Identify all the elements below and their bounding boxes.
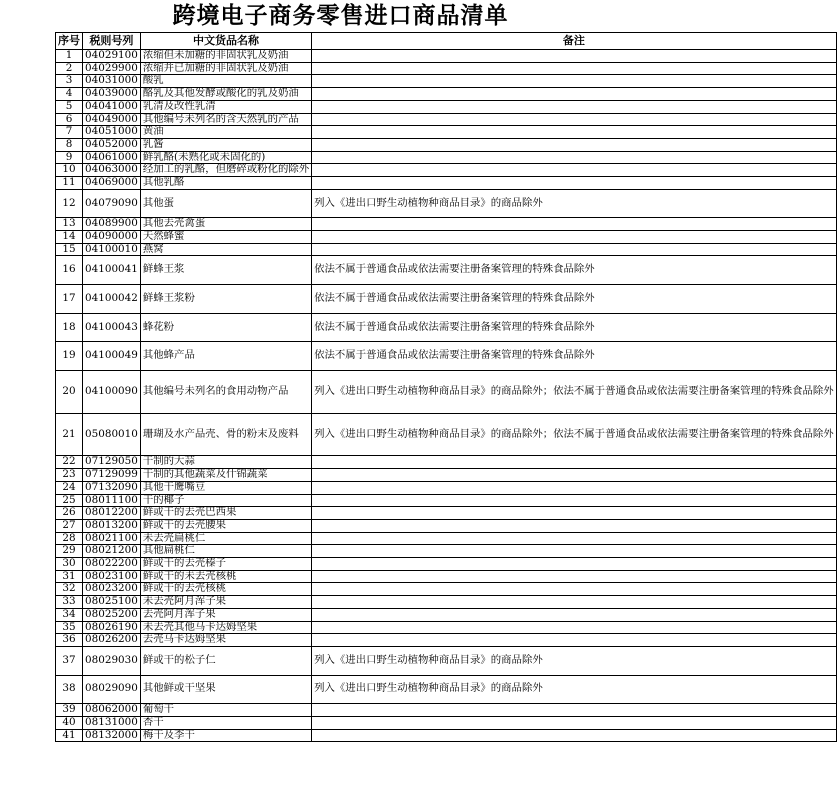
name-cell: 蜂花粉 (140, 313, 311, 342)
seq-cell: 24 (56, 481, 83, 494)
seq-cell: 34 (56, 608, 83, 621)
seq-cell: 30 (56, 558, 83, 571)
header-seq: 序号 (56, 33, 83, 50)
seq-cell: 26 (56, 507, 83, 520)
seq-cell: 5 (56, 100, 83, 113)
name-cell: 其他蛋 (140, 189, 311, 218)
table-row (56, 313, 837, 342)
code-cell: 04061000 (83, 151, 141, 164)
table-row (56, 164, 837, 177)
code-cell: 07129099 (83, 469, 141, 482)
code-cell: 08022200 (83, 558, 141, 571)
seq-cell: 22 (56, 456, 83, 469)
name-cell: 鲜或干的去壳腰果 (140, 519, 311, 532)
seq-cell: 7 (56, 126, 83, 139)
code-cell: 04090000 (83, 231, 141, 244)
note-cell (312, 243, 837, 256)
table-row (56, 138, 837, 151)
code-cell: 04051000 (83, 126, 141, 139)
code-cell: 04063000 (83, 164, 141, 177)
name-cell: 杏干 (140, 716, 311, 729)
note-cell (312, 481, 837, 494)
note-cell (312, 716, 837, 729)
name-cell: 其他鲜或干坚果 (140, 675, 311, 704)
name-cell: 天然蜂蜜 (140, 231, 311, 244)
header-code: 税则号列 (83, 33, 141, 50)
name-cell: 鲜蜂王浆粉 (140, 285, 311, 314)
code-cell: 04100010 (83, 243, 141, 256)
note-cell: 列入《进出口野生动植物种商品目录》的商品除外 (312, 675, 837, 704)
name-cell: 酪乳及其他发酵或酸化的乳及奶油 (140, 88, 311, 101)
note-cell (312, 113, 837, 126)
name-cell: 乳酱 (140, 138, 311, 151)
table-row (56, 342, 837, 371)
name-cell: 乳清及改性乳清 (140, 100, 311, 113)
seq-cell: 32 (56, 583, 83, 596)
note-cell (312, 151, 837, 164)
seq-cell: 41 (56, 729, 83, 742)
table-row (56, 285, 837, 314)
note-cell (312, 50, 837, 63)
code-cell: 04100042 (83, 285, 141, 314)
table-row (56, 545, 837, 558)
name-cell: 珊瑚及水产品壳、骨的粉末及废料 (140, 413, 311, 456)
seq-cell: 8 (56, 138, 83, 151)
name-cell: 经加工的乳酪，但磨碎或粉化的除外 (140, 164, 311, 177)
seq-cell: 38 (56, 675, 83, 704)
table-row (56, 413, 837, 456)
note-cell (312, 469, 837, 482)
table-row (56, 507, 837, 520)
seq-cell: 16 (56, 256, 83, 285)
note-cell (312, 570, 837, 583)
code-cell: 08013200 (83, 519, 141, 532)
seq-cell: 29 (56, 545, 83, 558)
code-cell: 08021100 (83, 532, 141, 545)
seq-cell: 37 (56, 646, 83, 675)
note-cell: 依法不属于普通食品或依法需要注册备案管理的特殊食品除外 (312, 285, 837, 314)
seq-cell: 10 (56, 164, 83, 177)
name-cell: 其他编号未列名的食用动物产品 (140, 370, 311, 413)
note-cell (312, 596, 837, 609)
name-cell: 鲜乳酪(未熟化或未固化的) (140, 151, 311, 164)
code-cell: 08025200 (83, 608, 141, 621)
table-row (56, 519, 837, 532)
table-row (56, 469, 837, 482)
note-cell (312, 126, 837, 139)
note-cell (312, 177, 837, 190)
note-cell (312, 456, 837, 469)
table-header-row (56, 33, 837, 50)
code-cell: 08029030 (83, 646, 141, 675)
name-cell: 未去壳阿月浑子果 (140, 596, 311, 609)
note-cell (312, 62, 837, 75)
note-cell (312, 532, 837, 545)
name-cell: 鲜或干的去壳核桃 (140, 583, 311, 596)
name-cell: 去壳阿月浑子果 (140, 608, 311, 621)
page-title: 跨境电子商务零售进口商品清单 (172, 2, 509, 29)
note-cell (312, 218, 837, 231)
table-row (56, 729, 837, 742)
note-cell (312, 621, 837, 634)
seq-cell: 18 (56, 313, 83, 342)
seq-cell: 11 (56, 177, 83, 190)
note-cell: 列入《进出口野生动植物种商品目录》的商品除外；依法不属于普通食品或依法需要注册备案管理的特殊食品除外 (312, 370, 837, 413)
note-cell (312, 704, 837, 717)
seq-cell: 13 (56, 218, 83, 231)
table-body (56, 50, 837, 742)
table-row (56, 256, 837, 285)
code-cell: 08029090 (83, 675, 141, 704)
note-cell: 依法不属于普通食品或依法需要注册备案管理的特殊食品除外 (312, 313, 837, 342)
code-cell: 08026190 (83, 621, 141, 634)
note-cell: 依法不属于普通食品或依法需要注册备案管理的特殊食品除外 (312, 342, 837, 371)
table-row (56, 621, 837, 634)
note-cell: 列入《进出口野生动植物种商品目录》的商品除外；依法不属于普通食品或依法需要注册备案管理的特殊食品除外 (312, 413, 837, 456)
table-row (56, 646, 837, 675)
code-cell: 08021200 (83, 545, 141, 558)
note-cell (312, 231, 837, 244)
seq-cell: 6 (56, 113, 83, 126)
note-cell (312, 558, 837, 571)
table-row (56, 126, 837, 139)
note-cell (312, 608, 837, 621)
table-row (56, 218, 837, 231)
name-cell: 酸乳 (140, 75, 311, 88)
table-row (56, 370, 837, 413)
code-cell: 08062000 (83, 704, 141, 717)
name-cell: 其他蜂产品 (140, 342, 311, 371)
table-row (56, 716, 837, 729)
note-cell: 列入《进出口野生动植物种商品目录》的商品除外 (312, 189, 837, 218)
note-cell (312, 75, 837, 88)
seq-cell: 31 (56, 570, 83, 583)
code-cell: 04100041 (83, 256, 141, 285)
note-cell (312, 729, 837, 742)
note-cell (312, 100, 837, 113)
code-cell: 04039000 (83, 88, 141, 101)
seq-cell: 20 (56, 370, 83, 413)
table-row (56, 177, 837, 190)
seq-cell: 33 (56, 596, 83, 609)
name-cell: 未去壳扁桃仁 (140, 532, 311, 545)
name-cell: 其他去壳禽蛋 (140, 218, 311, 231)
name-cell: 其他编号未列名的含天然乳的产品 (140, 113, 311, 126)
note-cell (312, 519, 837, 532)
name-cell: 其他扁桃仁 (140, 545, 311, 558)
seq-cell: 15 (56, 243, 83, 256)
table-row (56, 675, 837, 704)
code-cell: 08132000 (83, 729, 141, 742)
code-cell: 04079090 (83, 189, 141, 218)
table-row (56, 88, 837, 101)
code-cell: 04100049 (83, 342, 141, 371)
name-cell: 干制的其他蔬菜及什锦蔬菜 (140, 469, 311, 482)
table-row (56, 558, 837, 571)
name-cell: 其他干鹰嘴豆 (140, 481, 311, 494)
name-cell: 梅干及李干 (140, 729, 311, 742)
note-cell (312, 634, 837, 647)
seq-cell: 28 (56, 532, 83, 545)
note-cell (312, 88, 837, 101)
code-cell: 08026200 (83, 634, 141, 647)
seq-cell: 2 (56, 62, 83, 75)
seq-cell: 4 (56, 88, 83, 101)
table-row (56, 596, 837, 609)
code-cell: 04052000 (83, 138, 141, 151)
table-row (56, 75, 837, 88)
code-cell: 04029900 (83, 62, 141, 75)
note-cell (312, 545, 837, 558)
code-cell: 04029100 (83, 50, 141, 63)
table-row (56, 100, 837, 113)
goods-table (55, 32, 837, 742)
name-cell: 鲜或干的去壳榛子 (140, 558, 311, 571)
seq-cell: 3 (56, 75, 83, 88)
code-cell: 08023100 (83, 570, 141, 583)
table-row (56, 50, 837, 63)
header-name: 中文货品名称 (140, 33, 311, 50)
seq-cell: 12 (56, 189, 83, 218)
note-cell (312, 494, 837, 507)
note-cell (312, 507, 837, 520)
note-cell: 列入《进出口野生动植物种商品目录》的商品除外 (312, 646, 837, 675)
name-cell: 黄油 (140, 126, 311, 139)
note-cell (312, 138, 837, 151)
code-cell: 04069000 (83, 177, 141, 190)
seq-cell: 39 (56, 704, 83, 717)
code-cell: 08012200 (83, 507, 141, 520)
seq-cell: 1 (56, 50, 83, 63)
name-cell: 鲜或干的去壳巴西果 (140, 507, 311, 520)
note-cell (312, 164, 837, 177)
table-row (56, 532, 837, 545)
name-cell: 葡萄干 (140, 704, 311, 717)
code-cell: 04031000 (83, 75, 141, 88)
seq-cell: 23 (56, 469, 83, 482)
code-cell: 04100043 (83, 313, 141, 342)
table-row (56, 481, 837, 494)
table-row (56, 634, 837, 647)
table-row (56, 151, 837, 164)
seq-cell: 9 (56, 151, 83, 164)
table-row (56, 456, 837, 469)
seq-cell: 40 (56, 716, 83, 729)
table-row (56, 704, 837, 717)
table-row (56, 189, 837, 218)
name-cell: 其他乳酪 (140, 177, 311, 190)
name-cell: 鲜或干的松子仁 (140, 646, 311, 675)
name-cell: 浓缩并已加糖的非固状乳及奶油 (140, 62, 311, 75)
seq-cell: 35 (56, 621, 83, 634)
seq-cell: 25 (56, 494, 83, 507)
seq-cell: 21 (56, 413, 83, 456)
table-row (56, 231, 837, 244)
code-cell: 05080010 (83, 413, 141, 456)
name-cell: 浓缩但未加糖的非固状乳及奶油 (140, 50, 311, 63)
name-cell: 干的椰子 (140, 494, 311, 507)
table-row (56, 608, 837, 621)
code-cell: 04089900 (83, 218, 141, 231)
seq-cell: 17 (56, 285, 83, 314)
seq-cell: 19 (56, 342, 83, 371)
code-cell: 04100090 (83, 370, 141, 413)
name-cell: 去壳马卡达姆坚果 (140, 634, 311, 647)
table-row (56, 494, 837, 507)
name-cell: 鲜或干的未去壳核桃 (140, 570, 311, 583)
code-cell: 08023200 (83, 583, 141, 596)
table-row (56, 583, 837, 596)
seq-cell: 14 (56, 231, 83, 244)
code-cell: 04041000 (83, 100, 141, 113)
note-cell: 依法不属于普通食品或依法需要注册备案管理的特殊食品除外 (312, 256, 837, 285)
table-row (56, 113, 837, 126)
name-cell: 未去壳其他马卡达姆坚果 (140, 621, 311, 634)
table-row (56, 62, 837, 75)
name-cell: 鲜蜂王浆 (140, 256, 311, 285)
seq-cell: 27 (56, 519, 83, 532)
seq-cell: 36 (56, 634, 83, 647)
code-cell: 08025100 (83, 596, 141, 609)
code-cell: 07129050 (83, 456, 141, 469)
code-cell: 07132090 (83, 481, 141, 494)
code-cell: 08011100 (83, 494, 141, 507)
name-cell: 燕窝 (140, 243, 311, 256)
name-cell: 干制的大蒜 (140, 456, 311, 469)
code-cell: 08131000 (83, 716, 141, 729)
note-cell (312, 583, 837, 596)
code-cell: 04049000 (83, 113, 141, 126)
table-row (56, 243, 837, 256)
header-note: 备注 (312, 33, 837, 50)
